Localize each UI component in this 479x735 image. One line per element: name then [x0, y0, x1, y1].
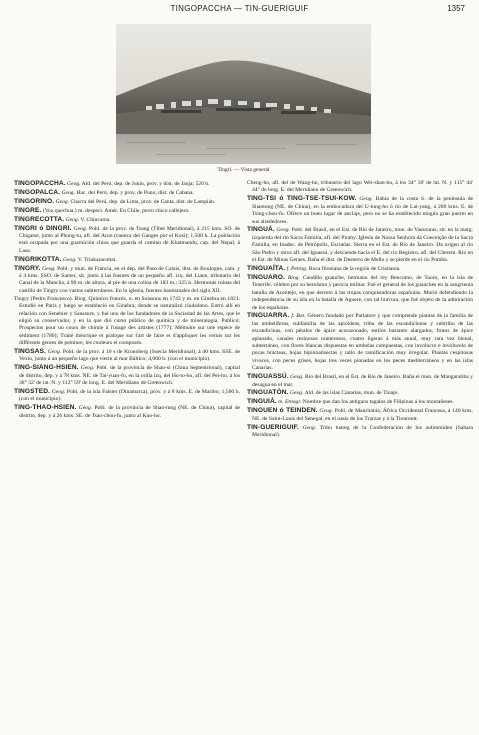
- dictionary-entry: [247, 398, 473, 406]
- dictionary-entry: [14, 225, 240, 256]
- entry-category: Geog.: [47, 349, 62, 356]
- dictionary-entry: [14, 348, 240, 364]
- dictionary-entry: [14, 364, 240, 387]
- entry-category: Biog.: [287, 274, 300, 281]
- dictionary-entry: [14, 189, 240, 197]
- entry-headword: TINGUEN ó TEINDEN.: [247, 407, 318, 415]
- entry-headword: TINGRE.: [14, 206, 42, 214]
- entry-headword: TINGUASSÚ.: [247, 373, 289, 381]
- entry-category: m. Etnogr.: [278, 399, 302, 406]
- entry-headword: TINGRECOTTA.: [14, 215, 65, 223]
- entry-category: Geog.: [63, 256, 77, 263]
- entry-text: Pobl. de Mauritania, África Occidental Francesa, á 140 kms. NE. de Saint-Louis del Senegal, en el oasis de los Trarzas y á la Tiouroutt.: [252, 408, 473, 422]
- entry-headword: TINGRY.: [14, 264, 41, 272]
- entry-category: Geog.: [61, 189, 75, 196]
- dictionary-entry: [14, 207, 240, 215]
- entry-text: Pobl. de la prov. á 10 s de Kronoberg (Suecia Meridional), á 40 kms. SSE. de Vexio, junto á un pequeño lago que vierte al mar Báltico; 4,000 h. (con el municipio).: [19, 349, 240, 363]
- dictionary-entry: [247, 373, 473, 389]
- dictionary-entry: [14, 198, 240, 206]
- entry-category: Geog.: [359, 196, 373, 203]
- entry-headword: TINGRI ó DINGRI.: [14, 224, 72, 232]
- entry-text: Nombre que dan los antiguos tagalos de Filipinas á los montañeses.: [302, 399, 454, 406]
- entry-category: Geog.: [67, 181, 81, 187]
- entry-category: Geog.: [78, 405, 93, 412]
- entry-text: Roca filoniana de la región de Cristianía.: [308, 265, 401, 272]
- entry-text: Pobl. y mun. de Francia, en el dep. del Paso de Calais, dist. de Boulogne, cant. y á 4 kms. SSO. de Samer, sit. junto á las fuentes de un pequeño afl. izq. del Liane, tributario del Canal de la Mancha, á 90 m. de altura, al pie de una colina de 183 m.; 325 h. Hermosas ruinas del castillo de Tingry con vastos subterráneos. En la iglesia, fuentes bautismales del siglo XII.: [19, 265, 240, 294]
- entry-category: Geog.: [80, 365, 95, 372]
- entry-text: Río del Brasil, en el Est. de Río de Janeiro. Baña el mun. de Mangaratiba y desagua en el mar.: [252, 374, 473, 388]
- page-number: 1357: [447, 4, 465, 13]
- entry-text: V. Chincama.: [80, 216, 111, 223]
- dictionary-entry: [14, 265, 240, 296]
- entry-headword: TINGRIKOTTA.: [14, 255, 62, 263]
- entry-category: Geog.: [319, 408, 333, 415]
- dictionary-entry: [247, 312, 473, 372]
- dictionary-entry: [14, 180, 240, 188]
- running-header: [0, 4, 479, 16]
- entry-text: Pobl. de la prov. de Tsang (Tíbet Meridional), á 215 kms. SO. de Chigatsé, junto al Phung-tu, afl. del Arun (cuenca del Ganges por el Kosi); 1,500 h. La población está ocupada por una guarnición china que guarda el camino de Khatmandu, cap. del Nepal, á Lasa.: [19, 225, 240, 254]
- dictionary-entry: [14, 388, 240, 404]
- dictionary-entry: [14, 256, 240, 264]
- entry-headword: TINGUIÁ.: [247, 398, 277, 406]
- entry-text: Género fundado por Parlatore y que comprende plantas de la familia de las umbelíferas, subfamilia de las apióideas, tribu de las escandicíneas y subtribu de las escandicinas, con pétalos de ápice acorazonado, estilos bastante alargados, frutos de ápice aplanado, canales resinosos numerosos, cuatro ligeras á más anual, muy rara vez bienal, subterráneo, con flores blancas dispuestas en umbelas compuestas, con involucro e involucelo de pocas brácteas, hojas bipinnatisectas y tallo de ramificación muy irregular. Plantas cespitosas vivaces, con peces grises, hojas tres veces pinnadas en los peces mediterráneos y en las islas Canarias.: [252, 313, 473, 372]
- dictionary-entry: [14, 296, 240, 348]
- entry-text: Pobl. de la provincia de Shan-si (China Septentrional), capital de distrito, dep. y á 78 kms. NE. de Tai-yuan-fu, en la orilla izq. del Hu-to-ho, afl. del Pei-ho, á los 38° 32' de lat. N. y 112° 59' de long. E. del Meridiano de Greenwich.: [19, 365, 240, 387]
- entry-headword: TINGUATÓN.: [247, 389, 289, 397]
- entry-headword: TINGSAS.: [14, 348, 46, 356]
- entry-category: Geog.: [302, 424, 317, 431]
- entry-text: Pobl. de la provincia de Shan-tung (NE. de China), capital de distrito, dep. y á 26 kms. SE. de Tsao-chou-fu, junto al Kuo-ho.: [19, 405, 240, 419]
- dictionary-entry: [247, 180, 473, 195]
- entry-headword: TIN-GUERIGUIF.: [247, 423, 299, 431]
- entry-category: Geog.: [51, 389, 66, 396]
- entry-headword: TINGUARO.: [247, 273, 285, 281]
- entry-text: Caudillo guanche, hermano del rey Bencomo, de Taoro, en la isla de Tenerife, célebre por su heroísmo y pericia militar. Fué el general de los guanches en la sangrienta batalla de Acentejo, en que derrotó á las tropas conquistadoras españolas. Murió defendiendo la independencia de su isla en la batalla de Aguere, con tal bravura, que fué objeto de la admiración de los españoles.: [252, 274, 473, 311]
- entry-category: Geog.: [42, 265, 56, 272]
- entry-text: Cheng-ho, afl. del de Wang-ho, tributario del lago Wei-shan-hu, á los 34° 50' de lat. N. y 115° 44' 44" de long. E. del Meridiano de Greenwich.: [247, 180, 473, 194]
- dictionary-entry: [247, 265, 473, 273]
- entry-text: Ald. del Perú, dep. de Junín, prov. y dist. de Jauja; 520 h.: [81, 181, 210, 187]
- entry-text: Tribu tuareg de la Confederación de los aulimmiden (Sahara Meridional).: [252, 424, 473, 438]
- entry-category: f. Petrog.: [286, 265, 308, 272]
- left-column: [14, 180, 240, 725]
- dictionary-entry: [247, 226, 473, 264]
- entry-headword: TINGOPACCHA.: [14, 180, 66, 187]
- entry-text: Pobl. del Brasil, en el Est. de Río de Janeiro, mun. de Vassouras, sit. en la marg. izquierda del río Sacra Familia, afl. del Pirahy. Iglesia de Nossa Senhora da Conceição de la Sacra Familia, en Inadec. de Petrópolis, Escuelas. Sierra en el Est. de Río de Janeiro. Da origen al río São Pedro y otros afl. del Iguassú, y desciende hacia el E. del río Registro, afl. del Cherem. Río en el Est. de Minas Geraes. Baña el dist. de Desterro de Mello y se pierde en el río Pomba.: [252, 227, 473, 264]
- entry-headword: TINGOPALCA.: [14, 188, 61, 196]
- entry-text: Tingry (Pedro Francesco). Biog. Químico francés, n. en Soissons en 1743 y m. en Ginebra en 1821. Estudió en París y luego se estableció en Ginebra, donde se naturalizó ciudadano. Entró allí en relación con Senebier y Saussure, y fué uno de los fundadores de la Sociedad de las Artes, que le eligió su conservador, y en la que dió curso público de química y de mineralogía. Publicó: Prospectus pour un cours de chimie à l'usage des artistes (1777); Mémoire sur une espèce de sédiment (1780); Traité théorique et pratique sur l'art de faire et d'appliquer les vernis sur les différents genres de peinture, les couleurs et composés.: [14, 295, 240, 347]
- entry-headword: TING-TSI ó TING-TSE-TSUI-KOW.: [247, 195, 357, 203]
- entry-category: Geog.: [289, 390, 304, 397]
- entry-headword: TING-THAO-HSIEN.: [14, 404, 77, 412]
- entry-category: Geog.: [65, 216, 80, 223]
- entry-headword: TINGSTED.: [14, 388, 51, 396]
- entry-category: Geog.: [55, 198, 70, 205]
- entry-category: Geog.: [276, 227, 290, 234]
- entry-text: Bahía de la costa S. de la península de Shantung (NE. de China), en la embocadura del U-lung-ho ó río de Lai-yang, á 200 kms. E. de Tsing-chou-fu. Ofrece un buen lugar de anclaje, pero no se ha establecido ningún gran puerto en sus alrededores.: [252, 196, 473, 225]
- dictionary-entry: [247, 407, 473, 423]
- entry-text: (Voz quechua.) m. despect. Amér. En Chile, perro chico callejero.: [42, 207, 190, 214]
- figure-caption: Tingri. — Vista general: [217, 167, 270, 173]
- entry-category: Geog.: [73, 225, 88, 232]
- entry-headword: TINGUARRA.: [247, 312, 290, 320]
- entry-category: Geog.: [290, 374, 304, 381]
- dictionary-entry: [247, 274, 473, 312]
- entry-headword: TINGORINO.: [14, 197, 55, 205]
- dictionary-entry: [247, 195, 473, 226]
- entry-headword: TINGUÁ.: [247, 226, 275, 234]
- entry-text: Chacra del Perú, dep. de Lima, prov. de Canta, dist. de Lampián.: [70, 198, 216, 205]
- entry-text: Pobl. de la isla Falster (Dinamarca), prov. y á 8 kms. E. de Maribo; 1,500 h. (con el municipio).: [19, 389, 240, 403]
- tingri-photograph: [116, 24, 371, 164]
- right-column: [247, 180, 473, 725]
- dictionary-entry: [247, 389, 473, 397]
- dictionary-entry: [247, 424, 473, 440]
- running-title: TINGOPACCHA — TIN-GUERIGUIF: [170, 4, 309, 13]
- entry-headword: TING-SIANG-HSIEN.: [14, 364, 79, 372]
- entry-category: f. Bot.: [291, 313, 306, 320]
- entry-headword: TINGUAÍTA.: [247, 264, 286, 272]
- dictionary-entry: [14, 404, 240, 420]
- dictionary-entry: [14, 216, 240, 224]
- entry-text: V. Trinkaracottai.: [77, 256, 117, 263]
- entry-text: Hac. del Perú, dep. y prov. de Puno, dist. de Cabana.: [76, 189, 194, 196]
- entry-text: Ald. de las islas Canarias, mun. de Tinajo.: [304, 390, 399, 397]
